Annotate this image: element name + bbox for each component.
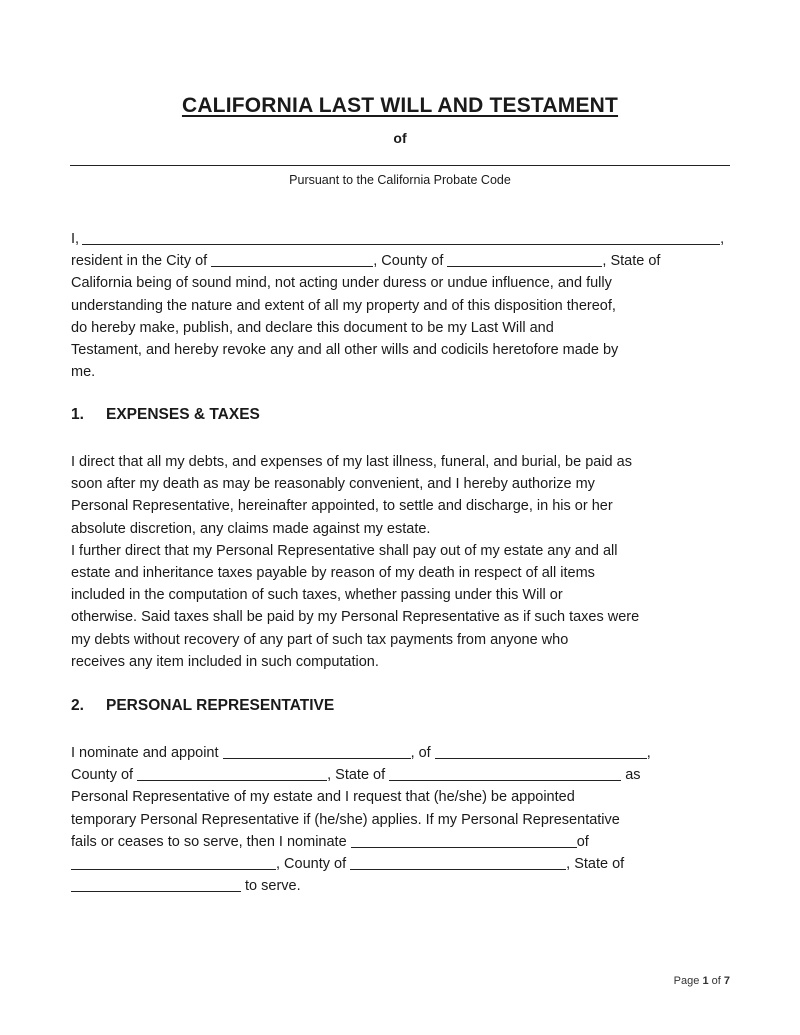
page-total: 7 — [723, 975, 730, 987]
section-1-line: soon after my death as may be reasonably convenient, and I hereby authorize my — [71, 476, 595, 493]
section-2-text: fails or ceases to so serve, then I nominate — [71, 833, 347, 850]
section-2-text: , State of — [327, 767, 386, 784]
section-2-line-6 — [71, 853, 731, 875]
alternate-city-field[interactable] — [71, 854, 276, 870]
section-1-line: absolute discretion, any claims made against my estate. — [71, 520, 431, 537]
representative-name-field[interactable] — [223, 743, 411, 759]
representative-county-field[interactable] — [137, 765, 327, 781]
document-title: CALIFORNIA LAST WILL AND TESTAMENT — [181, 94, 619, 117]
section-1-line: estate and inheritance taxes payable by reason of my death in respect of all items — [71, 565, 595, 582]
page-number — [674, 975, 730, 987]
section-1-line: my debts without recovery of any part of such tax payments from anyone who — [71, 631, 569, 648]
alternate-county-field[interactable] — [350, 854, 566, 870]
alternate-state-field[interactable] — [71, 876, 241, 892]
city-field[interactable] — [211, 251, 373, 267]
section-2-text: County of — [71, 767, 134, 784]
intro-paragraph — [71, 228, 731, 383]
section-number: 2. — [71, 697, 84, 714]
representative-state-field[interactable] — [389, 765, 621, 781]
section-1-line: included in the computation of such taxes, whether passing under this Will or — [71, 587, 563, 604]
section-1-paragraph — [71, 451, 731, 673]
intro-line-4: understanding the nature and extent of all my property and of this disposition thereof, — [71, 297, 616, 314]
section-2-line-4: temporary Personal Representative if (he/she) applies. If my Personal Representative — [71, 811, 620, 828]
section-2-line-3: Personal Representative of my estate and I request that (he/she) be appointed — [71, 789, 575, 806]
intro-text: , — [720, 231, 725, 247]
section-2-line-2 — [71, 764, 731, 786]
section-1-line: receives any item included in such computation. — [71, 653, 379, 670]
intro-text: resident in the City of — [71, 253, 208, 270]
section-2-text: I nominate and appoint — [71, 745, 219, 761]
intro-line-2 — [71, 250, 731, 272]
section-1-line: I further direct that my Personal Representative shall pay out of my estate any and all — [71, 542, 618, 559]
section-2-text: , County of — [276, 856, 347, 873]
intro-line-6: Testament, and hereby revoke any and all other wills and codicils heretofore made by — [71, 342, 619, 359]
pursuant-note: Pursuant to the California Probate Code — [289, 173, 511, 187]
section-title: EXPENSES & TAXES — [106, 406, 260, 423]
page-label: Page — [673, 975, 700, 987]
section-2-text: , — [646, 745, 651, 761]
section-2-paragraph — [71, 742, 731, 897]
county-field[interactable] — [447, 251, 602, 267]
section-2-text: of — [576, 833, 589, 850]
intro-line-1 — [71, 228, 731, 250]
section-1-line: Personal Representative, hereinafter appointed, to settle and discharge, in his or her — [71, 498, 613, 515]
intro-line-3: California being of sound mind, not acting under duress or undue influence, and fully — [71, 275, 612, 292]
page-current: 1 — [702, 975, 709, 987]
section-2-text: , State of — [566, 856, 625, 873]
section-title: PERSONAL REPRESENTATIVE — [106, 697, 335, 714]
section-1-line: I direct that all my debts, and expenses of my last illness, funeral, and burial, be paid as — [71, 454, 632, 470]
alternate-name-field[interactable] — [351, 832, 577, 848]
intro-text: I, — [71, 231, 80, 247]
document-subtitle-of: of — [393, 130, 407, 146]
intro-line-7: me. — [71, 364, 96, 381]
testator-name-blank[interactable] — [70, 165, 730, 166]
section-2-line-7 — [71, 875, 731, 897]
section-number: 1. — [71, 406, 84, 423]
intro-text: , County of — [373, 253, 444, 270]
section-2-heading — [71, 697, 334, 715]
intro-line-5: do hereby make, publish, and declare this document to be my Last Will and — [71, 319, 554, 336]
page-of: of — [711, 975, 721, 987]
section-2-text: to serve. — [245, 878, 301, 895]
representative-city-field[interactable] — [435, 743, 647, 759]
testator-name-field[interactable] — [82, 229, 720, 245]
section-2-line-1 — [71, 742, 731, 764]
section-2-text: , of — [410, 745, 431, 761]
section-2-text: as — [625, 767, 641, 784]
section-2-line-5 — [71, 831, 731, 853]
section-1-heading — [71, 406, 260, 424]
section-1-line: otherwise. Said taxes shall be paid by my Personal Representative as if such taxes were — [71, 609, 640, 626]
intro-text: , State of — [602, 253, 661, 270]
